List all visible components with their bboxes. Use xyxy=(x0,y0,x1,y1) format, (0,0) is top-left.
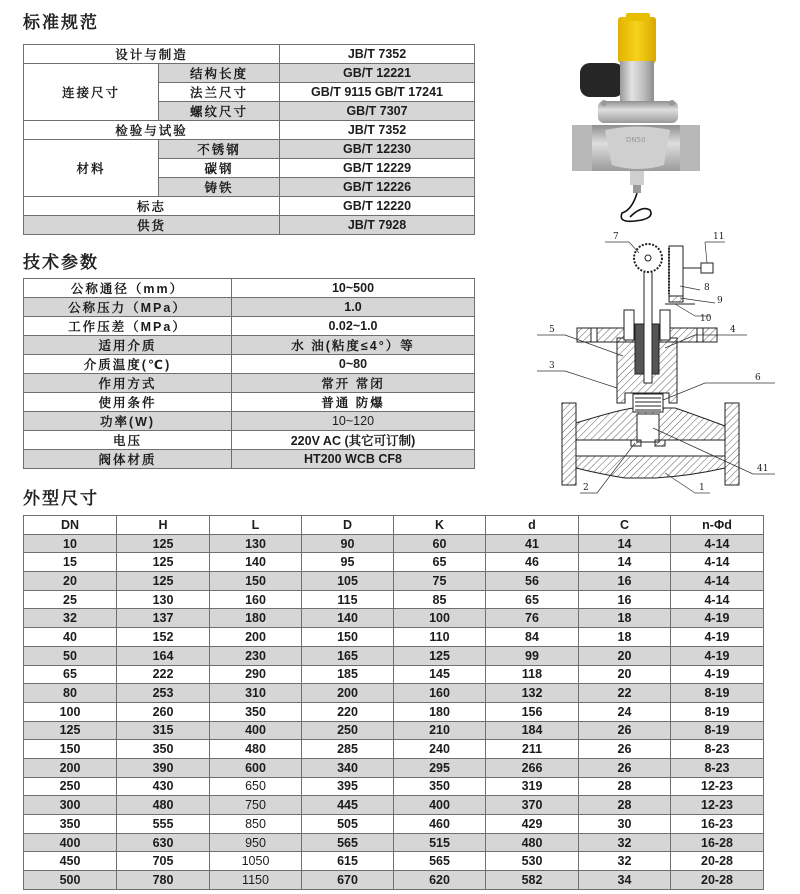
body-marking: DN50 xyxy=(626,136,646,144)
cell-l: 1050 xyxy=(210,852,302,871)
cell-c: 24 xyxy=(579,702,671,721)
param-label: 公称通径（mm） xyxy=(24,279,232,298)
cell-c: 28 xyxy=(579,777,671,796)
table-row xyxy=(24,815,764,834)
cell-dn: 20 xyxy=(24,572,117,591)
cell-d-inner: 319 xyxy=(486,777,579,796)
table-row xyxy=(24,317,475,336)
cell-l: 290 xyxy=(210,665,302,684)
cell-d-inner: 41 xyxy=(486,534,579,553)
param-value: 水 油(粘度≤4°）等 xyxy=(232,336,475,355)
cell-c: 26 xyxy=(579,758,671,777)
callout-8: 8 xyxy=(704,283,710,293)
cell-c: 22 xyxy=(579,684,671,703)
cell-dn: 50 xyxy=(24,646,117,665)
cell-h: 125 xyxy=(117,534,210,553)
cell-k: 75 xyxy=(394,572,486,591)
cell-n-phi-d: 4-14 xyxy=(671,572,764,591)
table-row xyxy=(24,45,475,64)
table-row xyxy=(24,431,475,450)
standards-table xyxy=(23,44,475,235)
cell-h: 315 xyxy=(117,721,210,740)
cell-d-inner: 118 xyxy=(486,665,579,684)
std-value: JB/T 7352 xyxy=(280,45,475,64)
cell-dn: 65 xyxy=(24,665,117,684)
param-value: 1.0 xyxy=(232,298,475,317)
param-label: 作用方式 xyxy=(24,374,232,393)
cell-h: 222 xyxy=(117,665,210,684)
cell-d-outer: 505 xyxy=(302,815,394,834)
table-row xyxy=(24,833,764,852)
std-sub-label: 结构长度 xyxy=(159,64,280,83)
cell-h: 260 xyxy=(117,702,210,721)
table-row xyxy=(24,572,764,591)
table-row xyxy=(24,534,764,553)
cell-dn: 32 xyxy=(24,609,117,628)
cell-k: 210 xyxy=(394,721,486,740)
standards-section-title: 标准规范 xyxy=(23,13,99,33)
cell-h: 480 xyxy=(117,796,210,815)
cell-n-phi-d: 4-19 xyxy=(671,628,764,647)
cell-dn: 40 xyxy=(24,628,117,647)
cell-k: 620 xyxy=(394,871,486,890)
table-row xyxy=(24,852,764,871)
param-value: 10~500 xyxy=(232,279,475,298)
std-value: GB/T 12230 xyxy=(280,140,475,159)
param-value: 10~120 xyxy=(232,412,475,431)
cell-k: 160 xyxy=(394,684,486,703)
cell-c: 28 xyxy=(579,796,671,815)
std-sub-label: 铸铁 xyxy=(159,178,280,197)
solenoid-valve-image xyxy=(560,5,710,230)
cell-c: 26 xyxy=(579,740,671,759)
std-label: 标志 xyxy=(24,197,280,216)
cell-n-phi-d: 12-23 xyxy=(671,796,764,815)
cell-l: 200 xyxy=(210,628,302,647)
cell-k: 85 xyxy=(394,590,486,609)
std-value: GB/T 12226 xyxy=(280,178,475,197)
cell-n-phi-d: 4-14 xyxy=(671,553,764,572)
cell-h: 137 xyxy=(117,609,210,628)
table-row xyxy=(24,298,475,317)
cell-dn: 25 xyxy=(24,590,117,609)
cell-d-inner: 480 xyxy=(486,833,579,852)
cell-d-inner: 530 xyxy=(486,852,579,871)
table-header-row xyxy=(24,516,764,535)
cell-h: 555 xyxy=(117,815,210,834)
cell-d-outer: 285 xyxy=(302,740,394,759)
cell-dn: 125 xyxy=(24,721,117,740)
cell-l: 400 xyxy=(210,721,302,740)
callout-41: 41 xyxy=(757,464,769,474)
cell-n-phi-d: 8-19 xyxy=(671,702,764,721)
table-row xyxy=(24,665,764,684)
cell-d-outer: 340 xyxy=(302,758,394,777)
cell-d-outer: 615 xyxy=(302,852,394,871)
cell-c: 18 xyxy=(579,609,671,628)
cell-d-inner: 132 xyxy=(486,684,579,703)
std-group-label: 连接尺寸 xyxy=(24,64,159,121)
cell-k: 460 xyxy=(394,815,486,834)
callout-6: 6 xyxy=(755,373,761,383)
cell-n-phi-d: 8-23 xyxy=(671,740,764,759)
callout-10: 10 xyxy=(700,314,712,324)
std-value: JB/T 7928 xyxy=(280,216,475,235)
callout-1: 1 xyxy=(699,483,705,493)
cell-k: 400 xyxy=(394,796,486,815)
std-label: 供货 xyxy=(24,216,280,235)
cell-d-outer: 150 xyxy=(302,628,394,647)
cell-h: 780 xyxy=(117,871,210,890)
cell-k: 350 xyxy=(394,777,486,796)
table-row xyxy=(24,646,764,665)
cell-d-inner: 370 xyxy=(486,796,579,815)
cell-dn: 200 xyxy=(24,758,117,777)
std-group-label: 材料 xyxy=(24,140,159,197)
callout-11: 11 xyxy=(713,232,725,242)
cell-n-phi-d: 4-14 xyxy=(671,534,764,553)
cell-h: 705 xyxy=(117,852,210,871)
std-value: JB/T 7352 xyxy=(280,121,475,140)
cell-l: 350 xyxy=(210,702,302,721)
callout-5: 5 xyxy=(549,325,555,335)
std-sub-label: 不锈钢 xyxy=(159,140,280,159)
table-row xyxy=(24,121,475,140)
param-value: HT200 WCB CF8 xyxy=(232,450,475,469)
tech-params-table xyxy=(23,278,475,469)
cell-dn: 100 xyxy=(24,702,117,721)
std-sub-label: 法兰尺寸 xyxy=(159,83,280,102)
cell-k: 515 xyxy=(394,833,486,852)
cell-l: 310 xyxy=(210,684,302,703)
std-value: GB/T 9115 GB/T 17241 xyxy=(280,83,475,102)
cell-c: 26 xyxy=(579,721,671,740)
cell-c: 16 xyxy=(579,590,671,609)
cell-c: 34 xyxy=(579,871,671,890)
cell-h: 350 xyxy=(117,740,210,759)
param-label: 适用介质 xyxy=(24,336,232,355)
std-label: 检验与试验 xyxy=(24,121,280,140)
table-row xyxy=(24,796,764,815)
param-label: 阀体材质 xyxy=(24,450,232,469)
table-row xyxy=(24,871,764,890)
cell-c: 20 xyxy=(579,665,671,684)
param-label: 使用条件 xyxy=(24,393,232,412)
cell-l: 230 xyxy=(210,646,302,665)
std-value: GB/T 7307 xyxy=(280,102,475,121)
cell-n-phi-d: 12-23 xyxy=(671,777,764,796)
cell-l: 480 xyxy=(210,740,302,759)
col-header-dn: DN xyxy=(24,516,117,535)
cell-n-phi-d: 4-19 xyxy=(671,609,764,628)
cell-d-outer: 395 xyxy=(302,777,394,796)
cell-d-inner: 46 xyxy=(486,553,579,572)
param-value: 0.02~1.0 xyxy=(232,317,475,336)
cell-c: 14 xyxy=(579,553,671,572)
valve-section-diagram xyxy=(505,228,780,503)
table-row xyxy=(24,702,764,721)
std-value: GB/T 12221 xyxy=(280,64,475,83)
cell-h: 130 xyxy=(117,590,210,609)
table-row xyxy=(24,412,475,431)
cell-d-outer: 200 xyxy=(302,684,394,703)
param-label: 功率(W) xyxy=(24,412,232,431)
table-row xyxy=(24,684,764,703)
cell-c: 16 xyxy=(579,572,671,591)
std-sub-label: 螺纹尺寸 xyxy=(159,102,280,121)
cell-k: 125 xyxy=(394,646,486,665)
cell-l: 150 xyxy=(210,572,302,591)
col-header-c: C xyxy=(579,516,671,535)
cell-n-phi-d: 8-19 xyxy=(671,684,764,703)
cell-k: 240 xyxy=(394,740,486,759)
table-row xyxy=(24,393,475,412)
cell-k: 145 xyxy=(394,665,486,684)
col-header-d-outer: D xyxy=(302,516,394,535)
std-value: GB/T 12229 xyxy=(280,159,475,178)
table-row xyxy=(24,777,764,796)
cell-n-phi-d: 4-14 xyxy=(671,590,764,609)
cell-k: 60 xyxy=(394,534,486,553)
cell-d-inner: 76 xyxy=(486,609,579,628)
cell-d-inner: 429 xyxy=(486,815,579,834)
cell-l: 750 xyxy=(210,796,302,815)
cell-n-phi-d: 4-19 xyxy=(671,665,764,684)
cell-h: 253 xyxy=(117,684,210,703)
cell-d-outer: 670 xyxy=(302,871,394,890)
cell-l: 850 xyxy=(210,815,302,834)
cell-h: 125 xyxy=(117,553,210,572)
cell-dn: 10 xyxy=(24,534,117,553)
cell-h: 630 xyxy=(117,833,210,852)
table-row xyxy=(24,216,475,235)
cell-dn: 15 xyxy=(24,553,117,572)
cell-d-outer: 445 xyxy=(302,796,394,815)
param-value: 0~80 xyxy=(232,355,475,374)
table-row xyxy=(24,279,475,298)
cell-d-inner: 582 xyxy=(486,871,579,890)
table-row xyxy=(24,721,764,740)
param-label: 介质温度(℃) xyxy=(24,355,232,374)
cell-dn: 80 xyxy=(24,684,117,703)
cell-l: 600 xyxy=(210,758,302,777)
cell-c: 32 xyxy=(579,852,671,871)
cell-n-phi-d: 4-19 xyxy=(671,646,764,665)
table-row xyxy=(24,140,475,159)
cell-d-outer: 220 xyxy=(302,702,394,721)
col-header-n-phi-d: n-Φd xyxy=(671,516,764,535)
cell-l: 140 xyxy=(210,553,302,572)
col-header-d-inner: d xyxy=(486,516,579,535)
callout-9: 9 xyxy=(717,296,723,306)
cell-dn: 400 xyxy=(24,833,117,852)
callout-7: 7 xyxy=(613,232,619,242)
cell-c: 20 xyxy=(579,646,671,665)
cell-h: 390 xyxy=(117,758,210,777)
cell-dn: 300 xyxy=(24,796,117,815)
callout-3: 3 xyxy=(549,361,555,371)
table-row xyxy=(24,197,475,216)
cell-n-phi-d: 8-23 xyxy=(671,758,764,777)
cell-l: 1150 xyxy=(210,871,302,890)
param-value: 普通 防爆 xyxy=(232,393,475,412)
cell-l: 650 xyxy=(210,777,302,796)
cell-d-outer: 250 xyxy=(302,721,394,740)
cell-d-outer: 565 xyxy=(302,833,394,852)
cell-dn: 250 xyxy=(24,777,117,796)
table-row xyxy=(24,336,475,355)
cell-d-inner: 211 xyxy=(486,740,579,759)
cell-d-inner: 184 xyxy=(486,721,579,740)
std-value: GB/T 12220 xyxy=(280,197,475,216)
param-label: 公称压力（MPa） xyxy=(24,298,232,317)
cell-d-inner: 56 xyxy=(486,572,579,591)
cell-c: 32 xyxy=(579,833,671,852)
cell-n-phi-d: 20-28 xyxy=(671,871,764,890)
cell-k: 110 xyxy=(394,628,486,647)
cell-d-inner: 84 xyxy=(486,628,579,647)
std-label: 设计与制造 xyxy=(24,45,280,64)
cell-l: 950 xyxy=(210,833,302,852)
cell-h: 125 xyxy=(117,572,210,591)
table-row xyxy=(24,450,475,469)
cell-d-inner: 266 xyxy=(486,758,579,777)
table-row xyxy=(24,609,764,628)
cell-c: 14 xyxy=(579,534,671,553)
table-row xyxy=(24,553,764,572)
cell-l: 160 xyxy=(210,590,302,609)
col-header-h: H xyxy=(117,516,210,535)
std-sub-label: 碳钢 xyxy=(159,159,280,178)
cell-dn: 150 xyxy=(24,740,117,759)
cell-dn: 350 xyxy=(24,815,117,834)
param-label: 电压 xyxy=(24,431,232,450)
tech-section-title: 技术参数 xyxy=(23,253,99,273)
cross-section-drawing xyxy=(505,228,780,503)
cell-d-inner: 99 xyxy=(486,646,579,665)
cell-c: 30 xyxy=(579,815,671,834)
cell-dn: 450 xyxy=(24,852,117,871)
callout-2: 2 xyxy=(583,483,589,493)
cell-l: 130 xyxy=(210,534,302,553)
cell-k: 100 xyxy=(394,609,486,628)
cell-d-outer: 165 xyxy=(302,646,394,665)
col-header-k: K xyxy=(394,516,486,535)
param-label: 工作压差（MPa） xyxy=(24,317,232,336)
param-value: 常开 常闭 xyxy=(232,374,475,393)
cell-d-outer: 90 xyxy=(302,534,394,553)
dims-section-title: 外型尺寸 xyxy=(23,489,99,509)
cell-h: 430 xyxy=(117,777,210,796)
dimensions-table xyxy=(23,515,764,890)
table-row xyxy=(24,355,475,374)
cell-k: 65 xyxy=(394,553,486,572)
table-row xyxy=(24,628,764,647)
cell-n-phi-d: 20-28 xyxy=(671,852,764,871)
cell-n-phi-d: 16-28 xyxy=(671,833,764,852)
col-header-l: L xyxy=(210,516,302,535)
cell-c: 18 xyxy=(579,628,671,647)
cell-h: 164 xyxy=(117,646,210,665)
product-photo xyxy=(560,5,710,230)
cell-d-outer: 185 xyxy=(302,665,394,684)
cell-k: 180 xyxy=(394,702,486,721)
cell-dn: 500 xyxy=(24,871,117,890)
cell-k: 565 xyxy=(394,852,486,871)
table-row xyxy=(24,374,475,393)
callout-4: 4 xyxy=(730,325,736,335)
cell-n-phi-d: 16-23 xyxy=(671,815,764,834)
cell-d-outer: 140 xyxy=(302,609,394,628)
table-row xyxy=(24,758,764,777)
cell-h: 152 xyxy=(117,628,210,647)
cell-k: 295 xyxy=(394,758,486,777)
cell-d-inner: 65 xyxy=(486,590,579,609)
cell-l: 180 xyxy=(210,609,302,628)
cell-d-outer: 95 xyxy=(302,553,394,572)
cell-d-outer: 105 xyxy=(302,572,394,591)
param-value: 220V AC (其它可订制) xyxy=(232,431,475,450)
cell-d-outer: 115 xyxy=(302,590,394,609)
table-row xyxy=(24,740,764,759)
table-row xyxy=(24,590,764,609)
cell-d-inner: 156 xyxy=(486,702,579,721)
cell-n-phi-d: 8-19 xyxy=(671,721,764,740)
table-row xyxy=(24,64,475,83)
